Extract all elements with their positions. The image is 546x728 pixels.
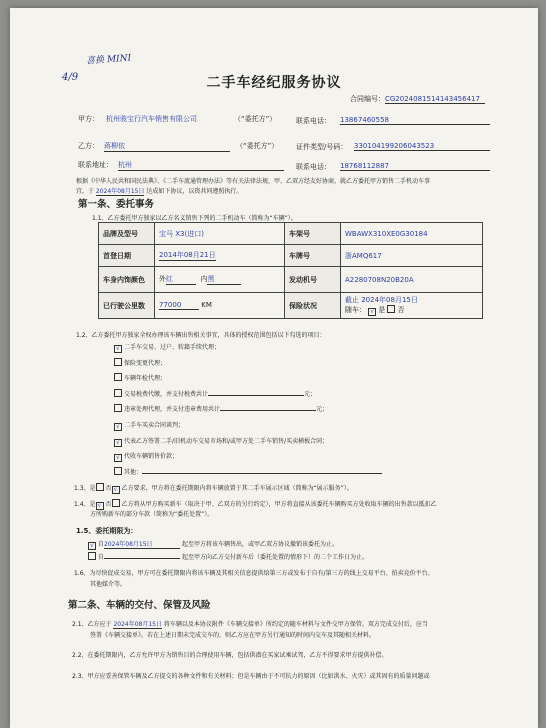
mileage-value: 77000 KM: [155, 293, 285, 319]
party-a-role: （“委托方”）: [234, 115, 277, 123]
address-label: 联系地址：: [78, 161, 113, 169]
authorization-option: [114, 389, 316, 398]
table-row: [99, 223, 483, 245]
option-blank[interactable]: [208, 395, 304, 396]
vehicle-table: [98, 222, 483, 319]
party-b-role: （“委托方”）: [236, 142, 279, 150]
option-checkbox[interactable]: [114, 358, 122, 366]
engine-value: A2280708N20B20A: [341, 267, 483, 293]
handwritten-note-left: 4/9: [62, 72, 79, 83]
clause-2-3: 2.3、甲方应妥善保管车辆及乙方提交的各种文件和有关材料；但是车辆由于不可抗力的原因（比如洪水、火灾）或其固有的质量问题或: [72, 673, 430, 680]
authorization-option: [114, 420, 184, 431]
plate-label: 车牌号: [285, 245, 341, 267]
contract-number-label: 合同编号：: [350, 95, 385, 103]
option-text: 代收车辆销售价款；: [124, 453, 179, 461]
clause-1-4: 1.4、是 √ 否 乙方将从甲方购买新车（取决于甲、乙双方的另行约定），甲方将直接从该委托车辆购买方处收取车辆的出售款以抵扣乙: [74, 501, 437, 509]
table-row: [99, 293, 483, 319]
option-text: 车辆年检代理；: [124, 375, 167, 383]
clause-1-3-no-checkbox[interactable]: √: [112, 486, 120, 494]
clause-1-4-yes-checkbox[interactable]: √: [96, 502, 104, 510]
option-tail: 元；: [316, 406, 329, 414]
insurance-value: 截止 2024年08月15日 随车： √ 是 否: [341, 293, 483, 319]
clause-2-1: 2.1、乙方应于 2024年08月15日 将车辆以及本协议附件《车辆交接单》所约定的随车材料与文件交甲方保管。双方完成交付后，应当: [72, 621, 428, 628]
option-checkbox[interactable]: √: [114, 439, 122, 447]
insurance-yes-checkbox[interactable]: √: [368, 308, 376, 316]
vin-label: 车架号: [285, 223, 341, 245]
party-b-phone: 18768112887: [340, 162, 490, 171]
engine-label: 发动机号: [285, 267, 341, 293]
clause-2-1-cont: 签署《车辆交接单》。若在上述日期未完成交车的，则乙方应在甲方另行通知的时间内交车及其随相关材料。: [90, 632, 376, 639]
term-1-checkbox[interactable]: √: [88, 542, 96, 550]
clause-1-6-cont: 其他媒介等。: [90, 581, 127, 588]
option-text: 交易税费代缴，并支付税费共计: [124, 390, 209, 398]
preamble-line-2: 宜，于 2024年08月15日 达成如下协议，以资共同遵照执行。: [76, 188, 243, 195]
insurance-label: 保险状况: [285, 293, 341, 319]
option-checkbox[interactable]: [114, 467, 122, 475]
option-tail: 元；: [304, 390, 317, 398]
brand-label: 品牌及型号: [99, 223, 155, 245]
clause-1-4-cont: 方所购新车的部分车款（简称为“委托处置”）。: [90, 511, 214, 518]
table-row: [99, 245, 483, 267]
clause-1-3: 1.3、是 否 √ 乙方要求，甲方将在委托期限内将车辆放置于其二手车展示区域（简称为“展示服务”）。: [74, 485, 353, 493]
authorization-option: [114, 467, 382, 476]
table-row: [99, 267, 483, 293]
option-text: 代表乙方签署二手/旧机动车交易市场和/或甲方处二手车销售/买卖横板合同；: [124, 437, 329, 445]
party-a-phone-label: 联系电话：: [296, 117, 331, 125]
clause-1-1: 1.1、乙方委托甲方独家以乙方名义销售下列的二手机动车（简称为“车辆”）。: [92, 215, 297, 222]
party-b-label: 乙方：: [78, 142, 99, 150]
handwritten-note-top: 喜换 MINI: [85, 53, 132, 67]
option-checkbox[interactable]: √: [114, 454, 122, 462]
authorization-option: [114, 404, 328, 413]
party-b-id-label: 证件类型/号码：: [296, 143, 348, 151]
party-b-id: 330104199206043523: [354, 142, 490, 151]
option-blank[interactable]: [220, 410, 316, 411]
party-a-phone: 13867460558: [340, 116, 490, 125]
contract-number: [350, 94, 485, 104]
vin-value: WBAWX310XE0G30184: [341, 223, 483, 245]
insurance-no-checkbox[interactable]: [387, 305, 395, 313]
option-text: 二手车交易、过户、转籍手续代理；: [124, 344, 221, 351]
address-value: 杭州: [118, 160, 284, 171]
clause-1-5: 1.5、委托期限为：: [76, 527, 138, 535]
section-1-heading: 第一条、委托事务: [78, 199, 155, 210]
option-blank[interactable]: [142, 473, 382, 474]
reg-date-value: 2014年08月21日: [155, 245, 285, 267]
brand-value: 宝马 X3(进口): [155, 223, 285, 245]
mileage-label: 已行驶公里数: [99, 293, 155, 319]
term-2-checkbox[interactable]: [88, 552, 96, 560]
party-a-label: 甲方：: [78, 115, 99, 123]
clause-2-2: 2.2、在委托期限内，乙方允许甲方为销售目的合理使用车辆，包括供潜在买家试乘试驾，乙方不得要求甲方提供补偿。: [72, 652, 388, 659]
option-checkbox[interactable]: [114, 404, 122, 412]
term-option-1: √ 自2024年08月15日 起至甲方将该车辆售出，或甲乙双方协议撤销该委托为止。: [88, 539, 338, 550]
option-text: 保险变更代理；: [124, 359, 167, 367]
option-checkbox[interactable]: [114, 389, 122, 397]
plate-value: 浙AMQ617: [341, 245, 483, 267]
clause-1-2: 1.2、乙方委托甲方独家全权办理该车辆出售相关事宜，具体的授权范围包括以下勾选的项目：: [76, 332, 326, 339]
color-value: 外红 内黑: [155, 267, 285, 293]
preamble-line-1: 根据《中华人民共和国民法典》、《二手车流通管理办法》等有关法律法规，甲、乙双方经友好协商，就乙方委托甲方销售二手机动车事: [76, 178, 431, 185]
party-a-name: 杭州骏宝行汽车销售有限公司: [106, 115, 197, 123]
document-title: 二手车经纪服务协议: [206, 75, 342, 91]
clause-1-4-no-checkbox[interactable]: [112, 499, 120, 507]
clause-1-3-yes-checkbox[interactable]: [96, 483, 104, 491]
authorization-option: [114, 342, 220, 353]
option-checkbox[interactable]: √: [114, 345, 122, 353]
option-text: 二手车买卖合同谈判；: [124, 422, 185, 429]
option-text: 其他：: [124, 468, 143, 476]
party-b-name: 蒋柳依: [104, 141, 230, 152]
contract-page: [10, 8, 538, 728]
option-text: 违章处理代理，并支付违章费用共计: [124, 406, 221, 414]
term-option-2: 自 起至甲方向乙方交付新车后（委托处置的情形下）的二个工作日为止。: [88, 552, 368, 561]
contract-number-value: CG20240815141434564​17: [385, 95, 485, 104]
option-checkbox[interactable]: √: [114, 423, 122, 431]
authorization-option: [114, 358, 166, 367]
authorization-option: [114, 373, 166, 382]
authorization-option: [114, 436, 328, 447]
party-b-phone-label: 联系电话：: [296, 163, 331, 171]
section-2-heading: 第二条、车辆的交付、保管及风险: [68, 600, 211, 611]
clause-1-6: 1.6、为尽快促成交易，甲方可在委托期限内将该车辆及其相关信息提供给第三方或发布于自有/第三方的线上交易平台、拍卖竞价平台、: [74, 570, 434, 577]
authorization-option: [114, 451, 178, 462]
option-checkbox[interactable]: [114, 373, 122, 381]
reg-date-label: 首登日期: [99, 245, 155, 267]
color-label: 车身内饰颜色: [99, 267, 155, 293]
